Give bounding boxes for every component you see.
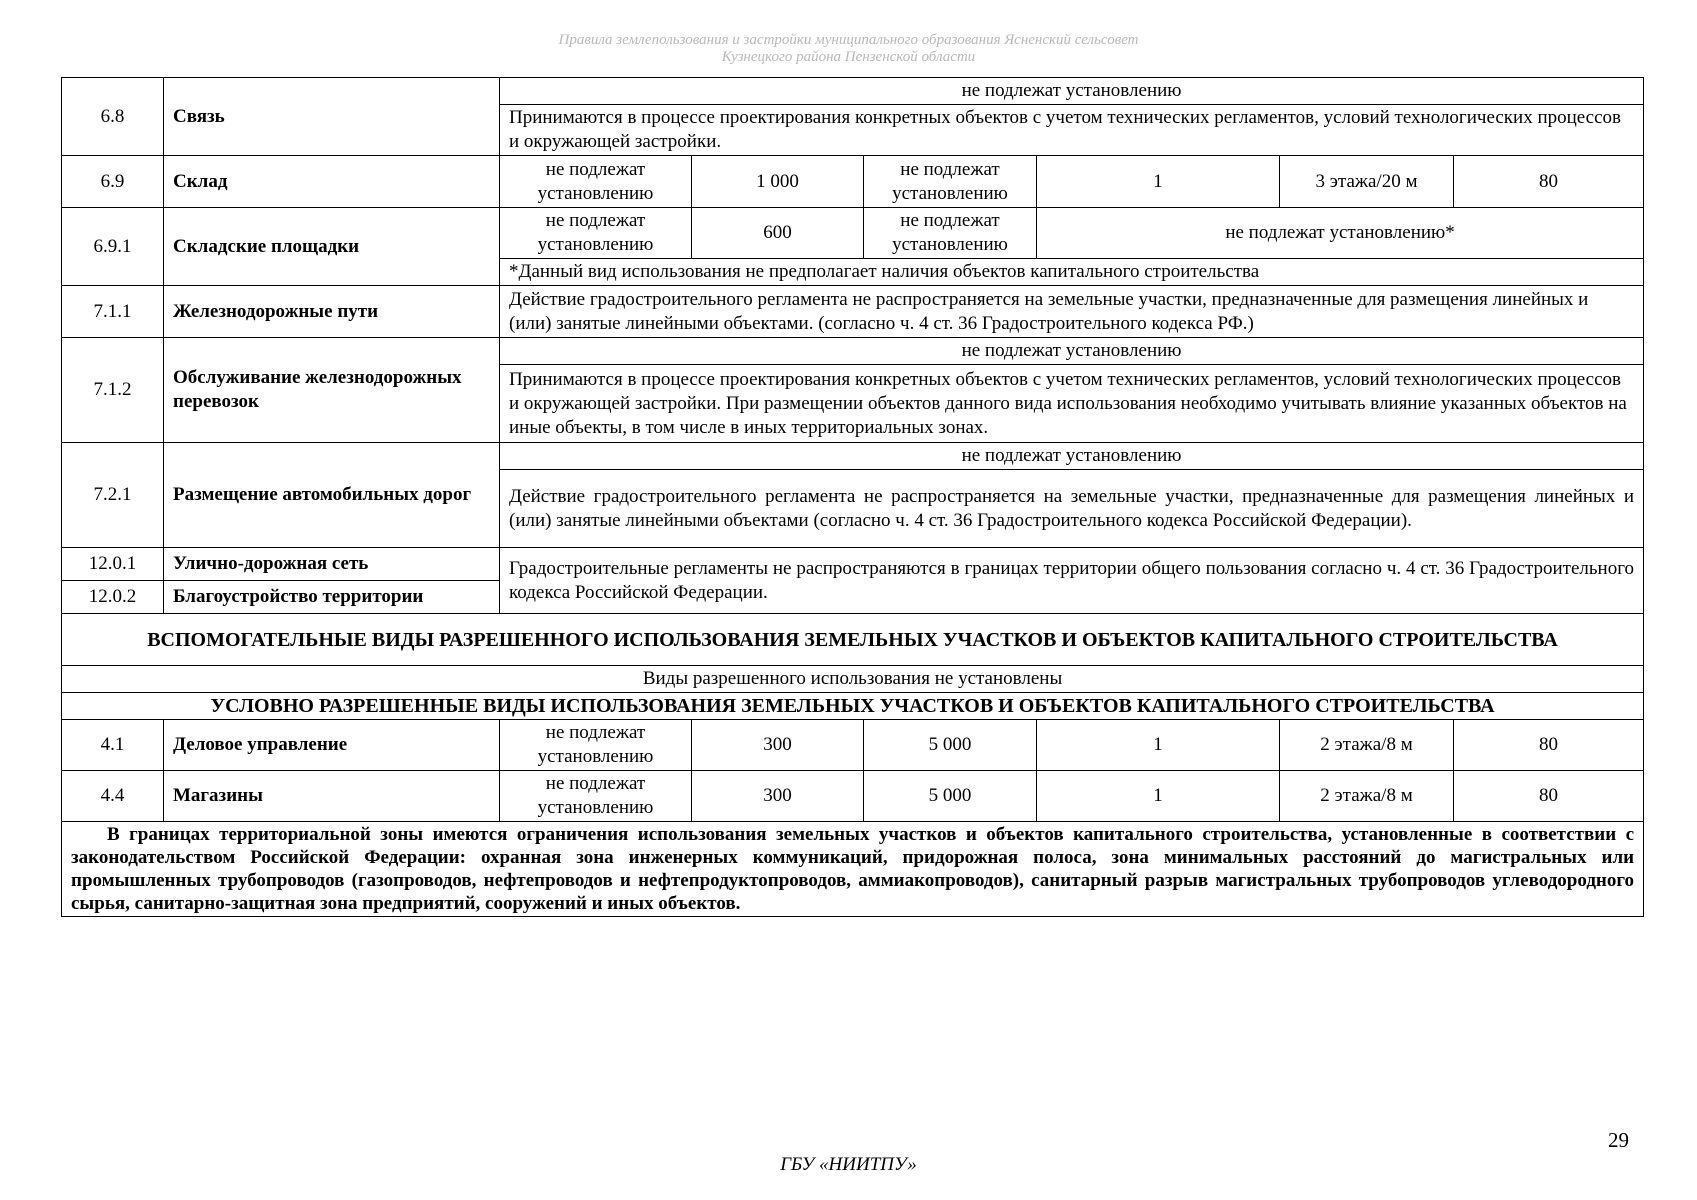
row-text: Принимаются в процессе проектирования конкретных объектов с учетом технических регламентов, условий технологических процессов и окружающей застройки.: [500, 105, 1644, 156]
cell-value: 80: [1454, 156, 1644, 208]
cell-value: 1 000: [692, 156, 864, 208]
table-row: [62, 443, 1644, 470]
row-text: Действие градостроительного регламента не распространяется на земельные участки, предназначенные для размещения линейных и (или) занятые линейными объектами (согласно ч. 4 ст. 36 Градостроительного кодекса Российской Федерации).: [500, 470, 1644, 548]
row-name: Благоустройство территории: [164, 581, 500, 614]
row-code: 12.0.2: [62, 581, 164, 614]
cell-value: 2 этажа/8 м: [1280, 720, 1454, 771]
cell-value: не подлежат установлению: [500, 720, 692, 771]
table-row: [62, 78, 1644, 105]
cell-value: 300: [692, 720, 864, 771]
row-note: *Данный вид использования не предполагает наличия объектов капитального строительства: [500, 259, 1644, 286]
cell-value: 80: [1454, 720, 1644, 771]
row-text: Действие градостроительного регламента не распространяется на земельные участки, предназначенные для размещения линейных и (или) занятые линейными объектами. (согласно ч. 4 ст. 36 Градостроительного кодекса РФ.): [500, 286, 1644, 338]
restrictions-note: В границах территориальной зоны имеются ограничения использования земельных участков и объектов капитального строительства, установленные в соответствии с законодательством Российской Федерации: охранная зона инженерных коммуникаций, придорожная полоса, зона минимальных расстояний до магистральных или промышленных трубопроводов (газопроводов, нефтепроводов и нефтепродуктопроводов, аммиакопроводов), санитарный разрыв магистральных трубопроводов углеводородного сырья, санитарно-защитная зона предприятий, сооружений и иных объектов.: [62, 822, 1644, 917]
row-code: 6.8: [62, 78, 164, 156]
cell-value: 600: [692, 208, 864, 259]
row-code: 7.2.1: [62, 443, 164, 548]
cell-value: не подлежат установлению: [500, 208, 692, 259]
auxiliary-none: Виды разрешенного использования не установлены: [62, 666, 1644, 693]
cell-value: 2 этажа/8 м: [1280, 771, 1454, 822]
row-name: Деловое управление: [164, 720, 500, 771]
row-code: 4.1: [62, 720, 164, 771]
table-row: [62, 666, 1644, 693]
page-number: 29: [1608, 1128, 1629, 1152]
section-heading-row: [62, 614, 1644, 666]
row-params: не подлежат установлению: [500, 338, 1644, 365]
row-name: Складские площадки: [164, 208, 500, 286]
row-code: 6.9: [62, 156, 164, 208]
cell-value: 5 000: [864, 771, 1037, 822]
row-name: Склад: [164, 156, 500, 208]
page-footer: ГБУ «НИИТПУ»: [780, 1154, 917, 1175]
running-header: [0, 32, 1697, 66]
row-params: не подлежат установлению: [500, 443, 1644, 470]
table-row: [62, 771, 1644, 822]
row-name: Улично-дорожная сеть: [164, 548, 500, 581]
row-code: 7.1.1: [62, 286, 164, 338]
table-row: [62, 548, 1644, 581]
header-line-1: Правила землепользования и застройки муниципального образования Ясненский сельсовет: [558, 32, 1139, 48]
row-name: Железнодорожные пути: [164, 286, 500, 338]
section-heading-conditional: УСЛОВНО РАЗРЕШЕННЫЕ ВИДЫ ИСПОЛЬЗОВАНИЯ ЗЕМЕЛЬНЫХ УЧАСТКОВ И ОБЪЕКТОВ КАПИТАЛЬНОГО СТРОИТЕЛЬСТВА: [62, 693, 1644, 720]
cell-value: 1: [1037, 720, 1280, 771]
row-code: 7.1.2: [62, 338, 164, 443]
section-heading-auxiliary: ВСПОМОГАТЕЛЬНЫЕ ВИДЫ РАЗРЕШЕННОГО ИСПОЛЬЗОВАНИЯ ЗЕМЕЛЬНЫХ УЧАСТКОВ И ОБЪЕКТОВ КАПИТАЛЬНОГО СТРОИТЕЛЬСТВА: [62, 614, 1644, 666]
row-name: Связь: [164, 78, 500, 156]
row-text: Принимаются в процессе проектирования конкретных объектов с учетом технических регламентов, условий технологических процессов и окружающей застройки. При размещении объектов данного вида использования необходимо учитывать влияние указанных объектов на иные объекты, в том числе в иных территориальных зонах.: [500, 365, 1644, 443]
table-row: [62, 208, 1644, 259]
cell-value: 5 000: [864, 720, 1037, 771]
row-text: Градостроительные регламенты не распространяются в границах территории общего пользования согласно ч. 4 ст. 36 Градостроительного кодекса Российской Федерации.: [500, 548, 1644, 614]
row-name: Обслуживание железнодорожных перевозок: [164, 338, 500, 443]
header-line-2: Кузнецкого района Пензенской области: [721, 49, 976, 65]
table-row: [62, 822, 1644, 917]
cell-value: не подлежат установлению: [500, 771, 692, 822]
cell-value: 3 этажа/20 м: [1280, 156, 1454, 208]
row-code: 6.9.1: [62, 208, 164, 286]
table-row: [62, 156, 1644, 208]
cell-value: не подлежат установлению: [500, 156, 692, 208]
table-row: [62, 338, 1644, 365]
table-row: [62, 720, 1644, 771]
cell-value: 80: [1454, 771, 1644, 822]
cell-value: 1: [1037, 156, 1280, 208]
cell-value: 1: [1037, 771, 1280, 822]
section-heading-row: [62, 693, 1644, 720]
cell-value: не подлежат установлению*: [1037, 208, 1644, 259]
table-row: [62, 286, 1644, 338]
row-params: не подлежат установлению: [500, 78, 1644, 105]
row-name: Размещение автомобильных дорог: [164, 443, 500, 548]
land-use-table: [61, 77, 1644, 917]
row-code: 12.0.1: [62, 548, 164, 581]
row-code: 4.4: [62, 771, 164, 822]
row-name: Магазины: [164, 771, 500, 822]
cell-value: не подлежат установлению: [864, 156, 1037, 208]
cell-value: не подлежат установлению: [864, 208, 1037, 259]
cell-value: 300: [692, 771, 864, 822]
